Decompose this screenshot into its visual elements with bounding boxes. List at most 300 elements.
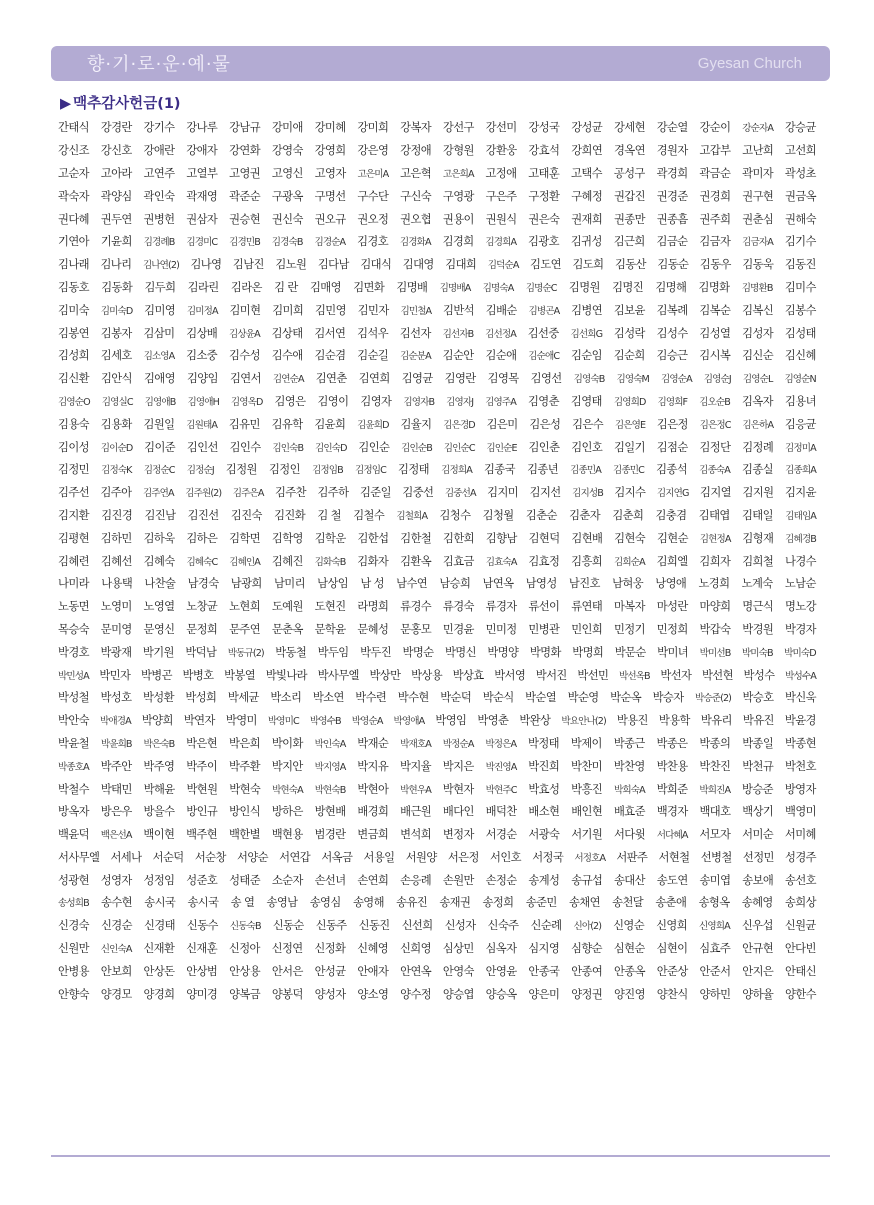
donor-name: 김춘순 xyxy=(525,508,557,522)
donor-name: 권삼자 xyxy=(186,212,218,226)
donor-name: 박두진 xyxy=(360,645,392,659)
donor-name: 김정단 xyxy=(699,440,731,454)
donor-name: 고영자 xyxy=(314,166,346,180)
donor-name: 김춘자 xyxy=(569,508,601,522)
donor-name: 김주찬 xyxy=(275,486,306,500)
name-row xyxy=(58,162,816,185)
donor-name: 김유민 xyxy=(228,417,260,431)
donor-name: 김배순 xyxy=(485,303,517,317)
donor-name: 박신욱 xyxy=(785,691,816,705)
donor-name: 박현주C xyxy=(485,784,517,796)
donor-name: 박종현 xyxy=(785,736,816,750)
donor-name: 김진남 xyxy=(144,508,176,522)
donor-name: 곽성초 xyxy=(784,166,816,180)
donor-name: 김인숙B xyxy=(272,442,304,454)
name-row xyxy=(58,732,816,755)
donor-name: 박윤철 xyxy=(58,736,89,750)
donor-name: 김향남 xyxy=(485,531,517,545)
donor-name: 권오협 xyxy=(400,212,432,226)
donor-name: 송보애 xyxy=(742,873,774,887)
donor-name: 김혜숙C xyxy=(186,556,218,568)
donor-name: 박미녀 xyxy=(657,645,689,659)
donor-name: 박성수A xyxy=(785,670,816,682)
donor-name: 박상만 xyxy=(369,668,401,682)
donor-name: 도예원 xyxy=(271,600,303,614)
donor-name: 김나리 xyxy=(100,258,132,272)
donor-name: 서순창 xyxy=(194,850,226,864)
donor-name: 김학운 xyxy=(314,531,346,545)
donor-name: 권병헌 xyxy=(143,212,175,226)
donor-name: 박찬영 xyxy=(613,759,645,773)
donor-name: 김태엽 xyxy=(698,508,730,522)
donor-name: 김명배 xyxy=(396,280,428,294)
donor-name: 박진희 xyxy=(528,759,560,773)
donor-name: 송미엽 xyxy=(699,873,731,887)
donor-name: 안종국 xyxy=(528,964,560,978)
donor-name: 김경민B xyxy=(229,237,260,249)
donor-name: 김세호 xyxy=(100,349,132,363)
donor-name: 배덕찬 xyxy=(485,805,517,819)
donor-name: 고아라 xyxy=(100,166,132,180)
name-row xyxy=(58,823,816,846)
name-row xyxy=(58,868,816,891)
donor-name: 김연춘 xyxy=(315,372,347,386)
donor-name: 김명환B xyxy=(741,282,773,294)
donor-name: 박용학 xyxy=(658,714,690,728)
donor-name: 김남진 xyxy=(232,258,264,272)
name-row xyxy=(58,116,816,139)
donor-name: 서정호A xyxy=(574,852,606,864)
donor-name: 신동진 xyxy=(358,919,390,933)
donor-name: 박순덕 xyxy=(440,691,472,705)
donor-name: 문영신 xyxy=(143,622,175,636)
donor-name: 강선미 xyxy=(485,121,517,135)
donor-name: 박지은 xyxy=(442,759,474,773)
donor-name: 성태준 xyxy=(229,873,261,887)
donor-name: 박덕남 xyxy=(185,645,217,659)
donor-name: 박명화 xyxy=(529,645,561,659)
donor-name: 박정순A xyxy=(442,738,474,750)
donor-name: 서현철 xyxy=(658,850,690,864)
donor-name: 박인숙A xyxy=(314,738,346,750)
donor-name: 박은숙B xyxy=(143,738,175,750)
donor-name: 김정태 xyxy=(398,463,429,477)
donor-name: 안상범 xyxy=(186,964,218,978)
donor-name: 김명진 xyxy=(612,280,644,294)
triangle-icon: ▶ xyxy=(60,96,72,112)
donor-name: 김나영 xyxy=(190,258,222,272)
donor-name: 기연아 xyxy=(58,235,89,249)
name-row xyxy=(58,663,816,686)
donor-name: 양경희 xyxy=(143,987,175,1001)
name-row xyxy=(58,595,816,618)
donor-name: 김형재 xyxy=(742,531,774,545)
donor-name: 송도연 xyxy=(656,873,688,887)
section-title-text: 맥추감사헌금(1) xyxy=(73,96,181,112)
donor-name: 김효정 xyxy=(528,554,560,568)
donor-name: 김동우 xyxy=(699,258,731,272)
donor-name: 문홍모 xyxy=(400,622,432,636)
donor-name: 양소영 xyxy=(357,987,389,1001)
donor-name: 고연주 xyxy=(143,166,175,180)
donor-name: 김병곤A xyxy=(528,305,560,317)
donor-name: 김현숙 xyxy=(614,531,646,545)
donor-name: 신우섭 xyxy=(741,919,773,933)
donor-name: 김영이 xyxy=(317,394,349,408)
donor-name: 백대호 xyxy=(699,805,731,819)
name-row xyxy=(58,207,816,230)
donor-name: 신영희 xyxy=(656,919,688,933)
donor-name: 김신순 xyxy=(742,349,774,363)
donor-name: 남경숙 xyxy=(187,577,219,591)
donor-name: 김준일 xyxy=(359,486,391,500)
donor-name: 송채연 xyxy=(568,896,600,910)
donor-name: 성정임 xyxy=(143,873,175,887)
donor-name: 박종일 xyxy=(742,736,774,750)
donor-name: 백은선A xyxy=(100,830,132,842)
donor-name: 김대희 xyxy=(445,258,477,272)
donor-name: 권용이 xyxy=(442,212,474,226)
donor-name: 박정태 xyxy=(528,736,559,750)
donor-name: 박기원 xyxy=(142,645,174,659)
donor-name: 박종은 xyxy=(656,736,688,750)
donor-name: 김덕순A xyxy=(487,260,519,272)
donor-name: 강영희 xyxy=(314,144,346,158)
donor-name: 권종만 xyxy=(613,212,645,226)
donor-name: 김점순 xyxy=(656,440,688,454)
donor-name: 신재환 xyxy=(143,942,175,956)
donor-name: 김혜선 xyxy=(100,554,132,568)
donor-name: 방은우 xyxy=(100,805,132,819)
donor-name: 김경희 xyxy=(442,235,474,249)
donor-name: 박수련 xyxy=(355,691,387,705)
donor-name: 김인순C xyxy=(443,442,475,454)
donor-name: 박문순 xyxy=(614,645,646,659)
donor-name: 안영숙 xyxy=(442,964,474,978)
donor-name: 김성수 xyxy=(656,326,688,340)
donor-name: 민인희 xyxy=(571,622,603,636)
name-row xyxy=(58,572,816,595)
donor-name: 김종희A xyxy=(785,465,816,477)
donor-name: 김학면 xyxy=(229,531,261,545)
donor-name: 박빛나라 xyxy=(265,668,307,682)
donor-name: 김선자B xyxy=(442,328,474,340)
donor-name: 박순열 xyxy=(525,691,557,705)
donor-name: 배근원 xyxy=(400,805,432,819)
donor-name: 김지원 xyxy=(742,486,774,500)
donor-name: 방승준 xyxy=(742,782,773,796)
donor-name: 박영미C xyxy=(267,716,299,728)
donor-name: 박연자 xyxy=(183,714,215,728)
donor-name: 김주연A xyxy=(142,488,174,500)
donor-name: 김정례 xyxy=(742,440,774,454)
name-row xyxy=(58,230,816,253)
donor-name: 박성철 xyxy=(58,691,89,705)
donor-name: 곽재영 xyxy=(186,189,218,203)
donor-name: 김순임 xyxy=(570,349,602,363)
donor-name: 류선이 xyxy=(528,600,560,614)
donor-name: 김중선 xyxy=(402,486,434,500)
name-row xyxy=(58,846,816,869)
donor-name: 곽금순 xyxy=(699,166,731,180)
donor-name: 김영춘 xyxy=(527,394,559,408)
donor-name: 박천호 xyxy=(784,759,816,773)
donor-name: 안보희 xyxy=(100,964,132,978)
donor-name: 류연태 xyxy=(571,600,603,614)
donor-name: 권주희 xyxy=(699,212,731,226)
donor-name: 박경원 xyxy=(742,622,774,636)
donor-name: 기윤희 xyxy=(100,235,132,249)
donor-name: 김순안 xyxy=(442,349,474,363)
name-row xyxy=(58,276,816,299)
donor-name: 신경숙 xyxy=(58,919,89,933)
donor-name: 신정연 xyxy=(271,942,303,956)
donor-name: 송준민 xyxy=(525,896,557,910)
donor-name: 민정희 xyxy=(656,622,688,636)
donor-name: 곽양심 xyxy=(100,189,132,203)
donor-name: 마양희 xyxy=(699,600,731,614)
donor-name: 김명배A xyxy=(439,282,471,294)
donor-name: 박유리 xyxy=(700,714,732,728)
donor-name: 김흥희 xyxy=(571,554,603,568)
donor-name: 백한별 xyxy=(228,828,260,842)
donor-name: 김보윤 xyxy=(613,303,645,317)
donor-name: 김명숙A xyxy=(482,282,514,294)
donor-name: 송시국 xyxy=(187,896,219,910)
donor-name: 박갑숙 xyxy=(699,622,731,636)
donor-name: 권오정 xyxy=(357,212,389,226)
donor-name: 안서은 xyxy=(271,964,303,978)
donor-name: 문학윤 xyxy=(314,622,346,636)
donor-name: 나경수 xyxy=(785,554,816,568)
donor-name: 고순자 xyxy=(58,166,89,180)
donor-name: 김지윤 xyxy=(784,486,816,500)
donor-name: 김지연G xyxy=(656,488,689,500)
donor-name: 박해윤 xyxy=(143,782,175,796)
donor-name: 박찬미 xyxy=(571,759,602,773)
donor-name: 김응균 xyxy=(784,417,816,431)
donor-name: 서순덕 xyxy=(152,850,184,864)
donor-name: 안상용 xyxy=(229,964,261,978)
donor-name: 김희철 xyxy=(742,554,774,568)
donor-name: 민미정 xyxy=(485,622,517,636)
donor-name: 김주은A xyxy=(232,488,264,500)
donor-name: 박상용 xyxy=(411,668,443,682)
donor-name: 문주연 xyxy=(229,622,261,636)
donor-name: 양복금 xyxy=(229,987,261,1001)
donor-name: 강성국 xyxy=(528,121,560,135)
donor-name: 송혜영 xyxy=(741,896,773,910)
donor-name: 김정순C xyxy=(143,465,175,477)
donor-name: 서연갑 xyxy=(279,850,311,864)
donor-name: 김성자 xyxy=(742,326,774,340)
name-row xyxy=(58,184,816,207)
donor-name: 변정자 xyxy=(442,828,474,842)
donor-name: 서은정 xyxy=(447,850,479,864)
donor-name: 양정권 xyxy=(571,987,603,1001)
donor-name: 김수애 xyxy=(271,349,303,363)
donor-name: 박정은A xyxy=(485,738,517,750)
donor-name: 김주원(2) xyxy=(185,488,222,500)
donor-name: 안종옥 xyxy=(613,964,645,978)
name-row xyxy=(58,982,816,1005)
donor-name: 송영남 xyxy=(266,896,298,910)
donor-name: 김중선A xyxy=(444,488,476,500)
donor-name: 양미경 xyxy=(186,987,218,1001)
donor-name: 김지열 xyxy=(700,486,731,500)
name-row xyxy=(58,686,816,709)
name-row xyxy=(58,435,816,458)
donor-name: 박세균 xyxy=(227,691,259,705)
donor-name: 양승엽 xyxy=(442,987,474,1001)
donor-name: 김 철 xyxy=(317,508,341,522)
donor-name: 서다혜A xyxy=(656,830,688,842)
donor-name: 고난희 xyxy=(742,144,774,158)
name-row xyxy=(58,367,816,390)
donor-name: 김영순A xyxy=(660,374,692,386)
donor-name: 송영해 xyxy=(352,896,384,910)
donor-name: 권경준 xyxy=(656,189,688,203)
donor-name: 손연희 xyxy=(357,873,389,887)
donor-name: 김현덕 xyxy=(528,531,560,545)
donor-name: 박재순 xyxy=(357,736,389,750)
donor-name: 성광현 xyxy=(58,873,89,887)
donor-name: 양성자 xyxy=(314,987,346,1001)
donor-name: 배경희 xyxy=(357,805,389,819)
donor-name: 강기수 xyxy=(143,121,175,135)
donor-name: 변석희 xyxy=(400,828,432,842)
donor-name: 김진선 xyxy=(187,508,219,522)
donor-name: 김은정 xyxy=(656,417,688,431)
donor-name: 양찬식 xyxy=(656,987,688,1001)
donor-name: 김현배 xyxy=(571,531,603,545)
donor-name: 박은희 xyxy=(229,736,260,750)
donor-name: 김시복 xyxy=(699,349,731,363)
donor-name: 박희준 xyxy=(656,782,688,796)
donor-name: 남승희 xyxy=(439,577,471,591)
donor-name: 노현희 xyxy=(229,600,261,614)
donor-name: 손정순 xyxy=(485,873,517,887)
donor-name: 김경순A xyxy=(314,237,346,249)
donor-name: 박현숙 xyxy=(229,782,261,796)
donor-name: 김두희 xyxy=(144,280,176,294)
donor-name: 신정화 xyxy=(314,942,346,956)
donor-name: 김미숙 xyxy=(58,303,89,317)
donor-name: 김도희 xyxy=(572,258,604,272)
name-row xyxy=(58,139,816,162)
donor-name: 권경희 xyxy=(699,189,731,203)
donor-name: 김하은 xyxy=(186,531,218,545)
donor-name: 강미혜 xyxy=(314,121,346,135)
donor-name: 남미리 xyxy=(273,577,305,591)
donor-name: 박종근 xyxy=(613,736,645,750)
donor-name: 김경미C xyxy=(186,237,218,249)
donor-name: 송희상 xyxy=(784,896,816,910)
donor-name: 박지안 xyxy=(271,759,303,773)
footer-divider xyxy=(51,1155,830,1157)
donor-name: 김명화 xyxy=(698,280,730,294)
donor-name: 김용화 xyxy=(100,417,132,431)
donor-name: 경옥연 xyxy=(613,144,645,158)
donor-name: 서미혜 xyxy=(784,828,816,842)
donor-name: 박애경A xyxy=(100,716,131,728)
donor-name: 김인숙D xyxy=(314,442,347,454)
name-row xyxy=(58,754,816,777)
donor-name: 권춘심 xyxy=(742,212,774,226)
donor-name: 배효준 xyxy=(613,805,645,819)
donor-name: 김진숙 xyxy=(230,508,262,522)
donor-name: 성영자 xyxy=(100,873,132,887)
donor-name: 김영은 xyxy=(274,394,306,408)
donor-name: 백현용 xyxy=(271,828,303,842)
name-row xyxy=(58,481,816,504)
donor-name: 고은혁 xyxy=(400,166,432,180)
donor-name: 김정임B xyxy=(312,465,343,477)
donor-name: 신동수 xyxy=(186,919,218,933)
donor-name: 김인순B xyxy=(401,442,432,454)
donor-name: 박순식 xyxy=(482,691,514,705)
donor-name: 노경희 xyxy=(698,577,730,591)
donor-name: 고영권 xyxy=(229,166,261,180)
donor-name: 문미영 xyxy=(100,622,132,636)
donor-name: 김명순C xyxy=(525,282,557,294)
donor-name: 김이성 xyxy=(58,440,89,454)
donor-name: 강성균 xyxy=(571,121,603,135)
donor-name: 류경자 xyxy=(485,600,517,614)
donor-name: 김춘희 xyxy=(612,508,644,522)
donor-name: 서옥금 xyxy=(321,850,353,864)
donor-name: 박병호 xyxy=(182,668,214,682)
donor-name: 김일기 xyxy=(613,440,645,454)
donor-name: 김은경D xyxy=(443,419,475,431)
donor-name: 박병곤 xyxy=(140,668,172,682)
donor-name: 양봉덕 xyxy=(271,987,303,1001)
donor-name: 남수연 xyxy=(396,577,428,591)
donor-name: 김나래 xyxy=(58,258,89,272)
donor-name: 신재훈 xyxy=(186,942,218,956)
donor-name: 구신숙 xyxy=(400,189,432,203)
donor-name: 범경란 xyxy=(314,828,346,842)
donor-name: 곽경희 xyxy=(656,166,688,180)
donor-name: 송시국 xyxy=(144,896,176,910)
donor-name: 김미희 xyxy=(272,303,304,317)
donor-name: 김은하A xyxy=(742,419,774,431)
donor-name: 배소현 xyxy=(528,805,560,819)
donor-name: 안다빈 xyxy=(784,942,816,956)
donor-name: 김종민A xyxy=(570,465,601,477)
donor-name: 고택수 xyxy=(571,166,602,180)
donor-name: 김영숙M xyxy=(616,374,649,386)
donor-name: 김서연 xyxy=(314,326,346,340)
donor-name: 강애자 xyxy=(186,144,218,158)
donor-name: 박희숙A xyxy=(613,784,645,796)
donor-name: 김지미 xyxy=(487,486,519,500)
donor-name: 김주선 xyxy=(58,486,89,500)
donor-name: 김혜숙 xyxy=(143,554,175,568)
donor-name: 김철희A xyxy=(396,510,428,522)
donor-name: 박민성A xyxy=(58,670,89,682)
donor-name: 남 성 xyxy=(360,577,384,591)
donor-name: 박승자 xyxy=(652,691,684,705)
donor-name: 권금옥 xyxy=(785,189,816,203)
donor-name: 김인순 xyxy=(358,440,390,454)
donor-name: 박서진 xyxy=(535,668,567,682)
donor-name: 민정기 xyxy=(613,622,645,636)
donor-name: 김혜경B xyxy=(785,533,816,545)
donor-name: 심지영 xyxy=(528,942,560,956)
donor-name: 고정애 xyxy=(485,166,517,180)
donor-name: 류경숙 xyxy=(442,600,474,614)
